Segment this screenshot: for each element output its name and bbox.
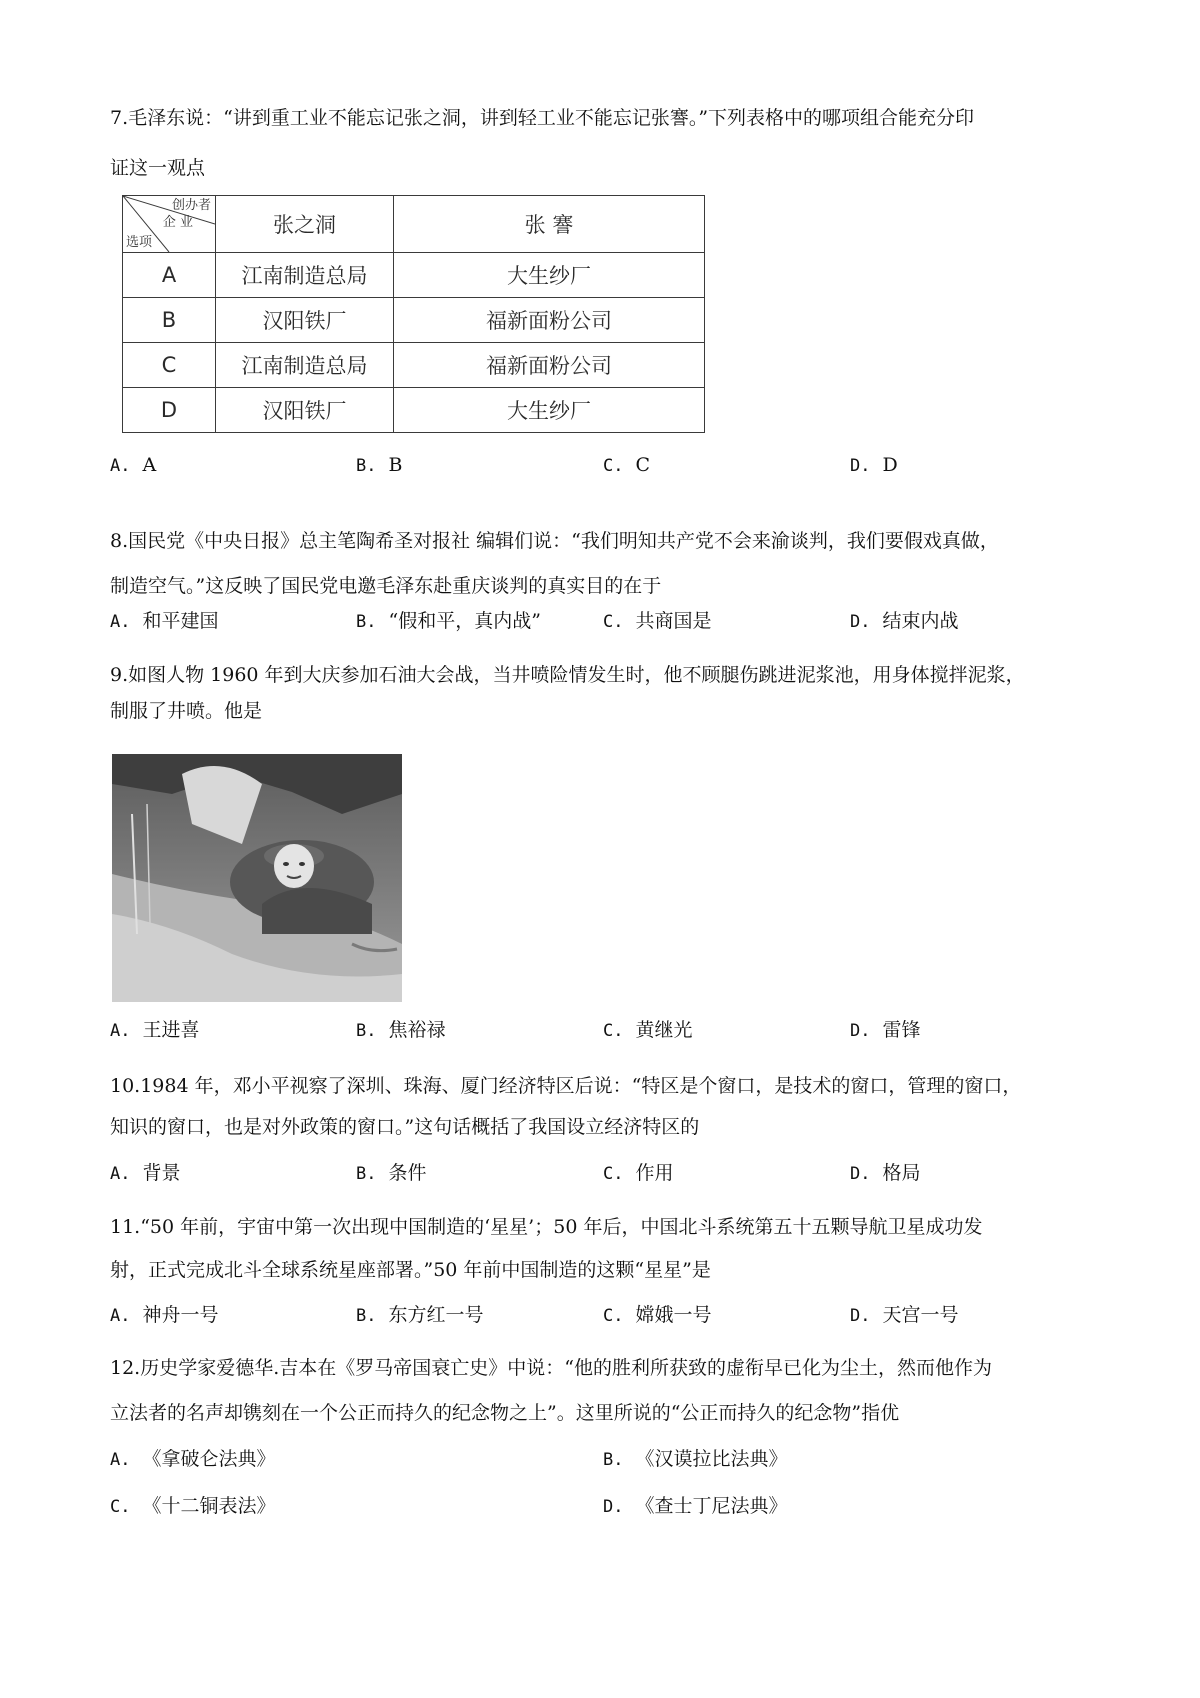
- table-cell: 汉阳铁厂: [216, 388, 394, 433]
- table-cell: 汉阳铁厂: [216, 298, 394, 343]
- q12-stem-line-1: 12.历史学家爱德华.吉本在《罗马帝国衰亡史》中说：“他的胜利所获致的虚衔早已化为尘土，然而他作为: [110, 1357, 992, 1379]
- corner-label-option: 选项: [126, 235, 153, 250]
- option-a: A. 王进喜: [110, 1019, 200, 1041]
- table-cell: B: [123, 298, 216, 343]
- option-b: B. B: [356, 454, 403, 476]
- q7-options: [110, 452, 1110, 478]
- q12-options-row-2: [110, 1493, 1110, 1519]
- table-row: [123, 253, 705, 298]
- q11-stem-line-1: 11.“50 年前，宇宙中第一次出现中国制造的‘星星’；50 年后，中国北斗系统第五十五颗导航卫星成功发: [110, 1216, 983, 1238]
- table-row: [123, 388, 705, 433]
- q8-stem-line-1: 8.国民党《中央日报》总主笔陶希圣对报社 编辑们说：“我们明知共产党不会来渝谈判，我们要假戏真做，: [110, 530, 999, 552]
- q9-stem-line-2: 制服了井喷。他是: [110, 700, 263, 722]
- q12-stem-line-2: 立法者的名声却镌刻在一个公正而持久的纪念物之上”。这里所说的“公正而持久的纪念物”指优: [110, 1402, 900, 1424]
- option-b: B. “假和平，真内战”: [356, 610, 541, 632]
- option-b: B. 东方红一号: [356, 1304, 484, 1326]
- table-cell: D: [123, 388, 216, 433]
- corner-label-founder: 创办者: [171, 198, 211, 213]
- table-header-cell: 张之洞: [216, 196, 394, 253]
- corner-label-enterprise: 企 业: [162, 215, 193, 230]
- wang-jinxi-mud-pool-photo: [112, 754, 402, 1002]
- option-d: D. 结束内战: [850, 610, 959, 632]
- table-corner-cell: [123, 196, 216, 253]
- table-header-cell: 张 謇: [394, 196, 705, 253]
- option-a: A. A: [110, 454, 157, 476]
- option-d: D. 天宫一号: [850, 1304, 959, 1326]
- option-b: B. 条件: [356, 1162, 427, 1184]
- option-d: D. 《查士丁尼法典》: [603, 1495, 788, 1517]
- option-a: A. 《拿破仑法典》: [110, 1448, 276, 1470]
- option-a: A. 神舟一号: [110, 1304, 219, 1326]
- q9-options: [110, 1017, 1110, 1043]
- table-cell: 江南制造总局: [216, 253, 394, 298]
- table-cell: C: [123, 343, 216, 388]
- q8-stem-line-2: 制造空气。”这反映了国民党电邀毛泽东赴重庆谈判的真实目的在于: [110, 575, 662, 597]
- option-b: B. 焦裕禄: [356, 1019, 446, 1041]
- table-header-row: [123, 196, 705, 253]
- option-a: A. 背景: [110, 1162, 181, 1184]
- q11-stem-line-2: 射，正式完成北斗全球系统星座部署。”50 年前中国制造的这颗“星星”是: [110, 1259, 711, 1281]
- option-c: C. 共商国是: [603, 610, 712, 632]
- q10-stem-line-1: 10.1984 年，邓小平视察了深圳、珠海、厦门经济特区后说：“特区是个窗口，是技术的窗口，管理的窗口，: [110, 1075, 1022, 1097]
- q9-stem-line-1: 9.如图人物 1960 年到大庆参加石油大会战，当井喷险情发生时，他不顾腿伤跳进泥浆池，用身体搅拌泥浆，: [110, 664, 1025, 686]
- option-c: C. C: [603, 454, 651, 476]
- table-cell: 福新面粉公司: [394, 343, 705, 388]
- option-c: C. 作用: [603, 1162, 674, 1184]
- option-c: C. 《十二铜表法》: [110, 1495, 276, 1517]
- q12-options-row-1: [110, 1446, 1110, 1472]
- q10-stem-line-2: 知识的窗口，也是对外政策的窗口。”这句话概括了我国设立经济特区的: [110, 1116, 700, 1138]
- table-cell: 福新面粉公司: [394, 298, 705, 343]
- table-cell: 江南制造总局: [216, 343, 394, 388]
- option-c: C. 嫦娥一号: [603, 1304, 712, 1326]
- option-d: D. 格局: [850, 1162, 921, 1184]
- q10-options: [110, 1160, 1110, 1186]
- q11-options: [110, 1302, 1110, 1328]
- q8-options: [110, 594, 1110, 632]
- table-row: [123, 298, 705, 343]
- q7-table: [122, 195, 705, 433]
- table-cell: 大生纱厂: [394, 388, 705, 433]
- option-a: A. 和平建国: [110, 610, 219, 632]
- option-b: B. 《汉谟拉比法典》: [603, 1448, 788, 1470]
- option-d: D. D: [850, 454, 898, 476]
- q7-stem-line-2: 证这一观点: [110, 157, 206, 179]
- table-cell: A: [123, 253, 216, 298]
- option-d: D. 雷锋: [850, 1019, 921, 1041]
- q7-stem-line-1: 7.毛泽东说：“讲到重工业不能忘记张之洞，讲到轻工业不能忘记张謇。”下列表格中的哪项组合能充分印: [110, 107, 975, 129]
- table-cell: 大生纱厂: [394, 253, 705, 298]
- option-c: C. 黄继光: [603, 1019, 693, 1041]
- table-row: [123, 343, 705, 388]
